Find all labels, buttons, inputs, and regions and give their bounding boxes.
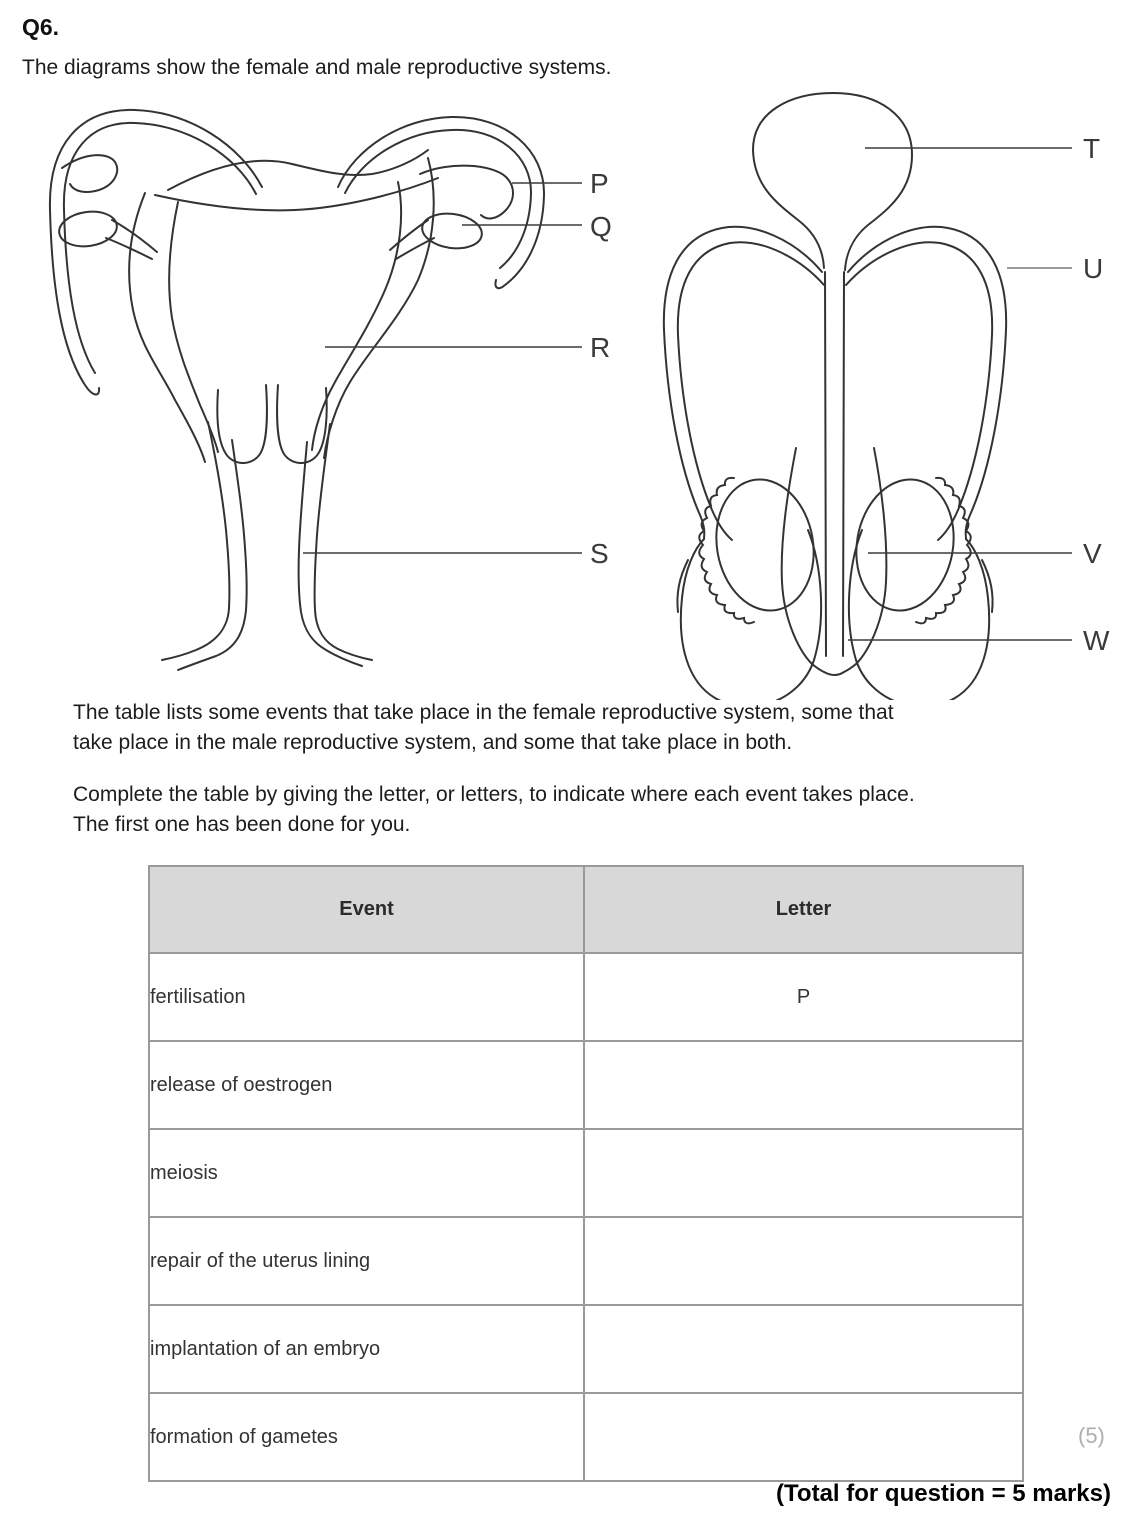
event-cell: repair of the uterus lining	[149, 1217, 584, 1305]
paragraph-line: take place in the male reproductive system, and some that take place in both.	[73, 731, 793, 754]
uterus-fundus-bottom	[155, 178, 438, 210]
letter-answer-cell[interactable]	[584, 1041, 1023, 1129]
event-cell: implantation of an embryo	[149, 1305, 584, 1393]
sperm-duct-right-inner	[846, 242, 992, 540]
event-cell: meiosis	[149, 1129, 584, 1217]
paragraph-line: The table lists some events that take place in the female reproductive system, some that	[73, 701, 894, 724]
event-cell: release of oestrogen	[149, 1041, 584, 1129]
male-reproductive-diagram	[664, 93, 1110, 700]
vagina-wall-left-inner	[178, 440, 247, 670]
testis-left	[706, 472, 823, 619]
label-W: W	[1083, 625, 1110, 656]
sperm-duct-left-inner	[678, 242, 824, 540]
female-reproductive-diagram	[50, 110, 612, 670]
label-U: U	[1083, 253, 1104, 284]
uterus-fundus-top	[168, 150, 428, 190]
event-cell: formation of gametes	[149, 1393, 584, 1481]
event-column-header: Event	[149, 866, 584, 953]
uterus-wall-right-outer	[324, 158, 434, 458]
letter-answer-cell[interactable]	[584, 1393, 1023, 1481]
letter-answer-cell[interactable]	[584, 1305, 1023, 1393]
event-cell: fertilisation	[149, 953, 584, 1041]
label-V: V	[1083, 538, 1102, 569]
instruction-paragraph-2	[73, 780, 915, 840]
table-row	[149, 1129, 1023, 1217]
label-Q: Q	[590, 211, 612, 242]
cervix-lobe-right	[277, 385, 327, 463]
vagina-wall-right-inner	[299, 442, 362, 666]
letter-column-header: Letter	[584, 866, 1023, 953]
total-marks-line: (Total for question = 5 marks)	[776, 1480, 1111, 1507]
urethra-left-wall	[825, 272, 826, 656]
vagina-wall-right-outer	[315, 424, 372, 660]
label-T: T	[1083, 133, 1101, 164]
uterus-wall-right-inner	[312, 182, 401, 450]
question-number: Q6.	[22, 14, 60, 40]
scrotum-left	[681, 530, 821, 700]
fallopian-tube-right-outer	[338, 117, 544, 288]
events-table	[148, 865, 1024, 1482]
table-row	[149, 953, 1023, 1041]
question-marks-badge: (5)	[1078, 1423, 1105, 1448]
testis-right	[846, 472, 963, 619]
table-row	[149, 1393, 1023, 1481]
uterus-wall-left-inner	[169, 202, 218, 452]
scrotum-right	[849, 530, 989, 700]
bladder	[753, 93, 912, 270]
table-header-row	[149, 866, 1023, 953]
bladder-neck-left	[753, 150, 824, 268]
penis-tip	[824, 672, 844, 675]
label-P: P	[590, 168, 609, 199]
fimbria-left	[62, 155, 117, 192]
cervix-lobe-left	[217, 385, 267, 463]
instruction-paragraph-1	[73, 698, 894, 758]
vagina-wall-left-outer	[162, 422, 229, 660]
paragraph-line: Complete the table by giving the letter, or letters, to indicate where each event takes place.	[73, 783, 915, 806]
fallopian-tube-left-inner	[64, 123, 256, 373]
label-R: R	[590, 332, 611, 363]
uterus-wall-left-outer	[129, 193, 205, 462]
urethra-right-wall	[843, 272, 844, 656]
letter-answer-cell[interactable]	[584, 1217, 1023, 1305]
label-S: S	[590, 538, 609, 569]
table-row	[149, 1305, 1023, 1393]
table-row	[149, 1041, 1023, 1129]
paragraph-line: The first one has been done for you.	[73, 813, 411, 836]
table-row	[149, 1217, 1023, 1305]
ligament-right	[390, 220, 428, 250]
reproductive-systems-diagram	[0, 90, 1125, 700]
question-intro: The diagrams show the female and male reproductive systems.	[22, 56, 612, 79]
letter-answer-cell[interactable]	[584, 1129, 1023, 1217]
letter-answer-cell: P	[584, 953, 1023, 1041]
